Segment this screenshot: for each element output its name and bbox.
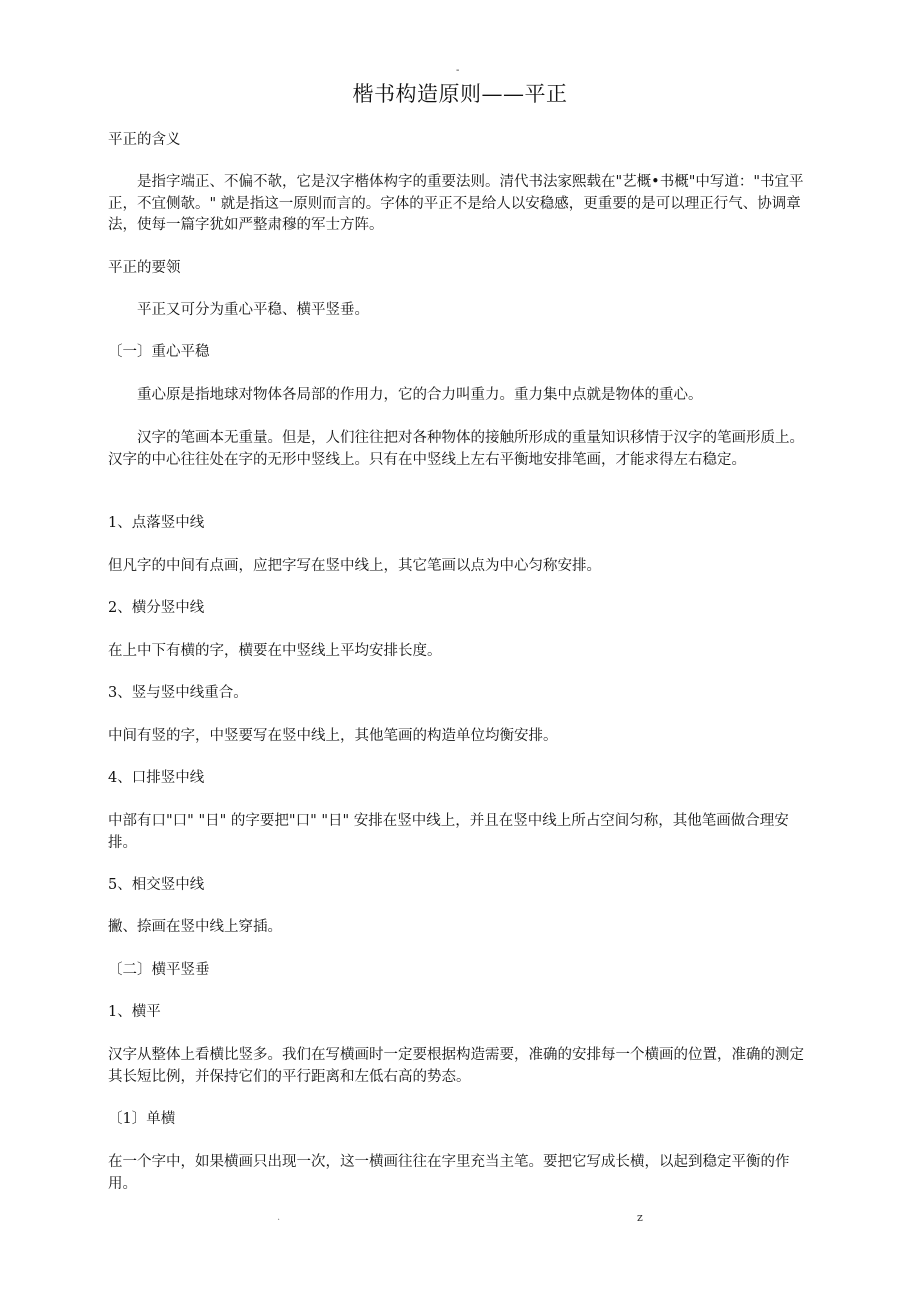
document-title: 楷书构造原则——平正 bbox=[352, 82, 568, 106]
section-heading-meaning: 平正的含义 bbox=[108, 132, 181, 148]
item-paragraph-4: 中部有口"口" "日" 的字要把"口" "日" 安排在竖中线上，并且在竖中线上所占空间匀称，其他笔画做合理安排。 bbox=[108, 813, 789, 851]
item-heading-horizontal: 1、横平 bbox=[108, 1004, 161, 1020]
footer-right-mark: z bbox=[637, 1211, 643, 1224]
paragraph-meaning: 是指字端正、不偏不欹，它是汉字楷体构字的重要法则。清代书法家熙载在"艺概•书概"中写道："书宜平正，不宜侧欹。" 就是指这一原则而言的。字体的平正不是给人以安稳感，更重要的是可以理正行气、协调章法，使每一篇字犹如严整肃穆的军士方阵。 bbox=[108, 174, 804, 233]
paragraph-strokes-weight: 汉字的笔画本无重量。但是，人们往往把对各种物体的接触所形成的重量知识移情于汉字的笔画形质上。汉字的中心往往处在字的无形中竖线上。只有在中竖线上左右平衡地安排笔画，才能求得左右稳定。 bbox=[108, 430, 804, 468]
item-heading-1: 1、点落竖中线 bbox=[108, 515, 205, 531]
footer-left-mark: . bbox=[277, 1212, 281, 1223]
item-paragraph-2: 在上中下有横的字，横要在中竖线上平均安排长度。 bbox=[108, 643, 442, 659]
item-paragraph-5: 撇、捺画在竖中线上穿插。 bbox=[108, 919, 282, 935]
item-heading-4: 4、口排竖中线 bbox=[108, 770, 205, 786]
item-paragraph-1: 但凡字的中间有点画，应把字写在竖中线上，其它笔画以点为中心匀称安排。 bbox=[108, 558, 601, 574]
item-heading-single-horizontal: 〔1〕单横 bbox=[108, 1111, 176, 1127]
paragraph-gravity: 重心原是指地球对物体各局部的作用力，它的合力叫重力。重力集中点就是物体的重心。 bbox=[137, 387, 703, 403]
paragraph-single-horizontal: 在一个字中，如果横画只出现一次，这一横画往往在字里充当主笔。要把它写成长横，以起到稳定平衡的作用。 bbox=[108, 1154, 790, 1192]
subsection-heading-horizontal-vertical: 〔二〕横平竖垂 bbox=[108, 962, 210, 978]
item-heading-5: 5、相交竖中线 bbox=[108, 877, 205, 893]
paragraph-essentials: 平正又可分为重心平稳、横平竖垂。 bbox=[137, 302, 369, 318]
item-paragraph-3: 中间有竖的字，中竖要写在竖中线上，其他笔画的构造单位均衡安排。 bbox=[108, 728, 558, 744]
item-heading-2: 2、横分竖中线 bbox=[108, 600, 205, 616]
section-heading-essentials: 平正的要领 bbox=[108, 260, 181, 276]
header-mark: - bbox=[456, 65, 460, 76]
item-heading-3: 3、竖与竖中线重合。 bbox=[108, 685, 248, 701]
subsection-heading-balance: 〔一〕重心平稳 bbox=[108, 344, 210, 360]
paragraph-horizontal: 汉字从整体上看横比竖多。我们在写横画时一定要根据构造需要，准确的安排每一个横画的位置，准确的测定其长短比例，并保持它们的平行距离和左低右高的势态。 bbox=[108, 1047, 804, 1085]
